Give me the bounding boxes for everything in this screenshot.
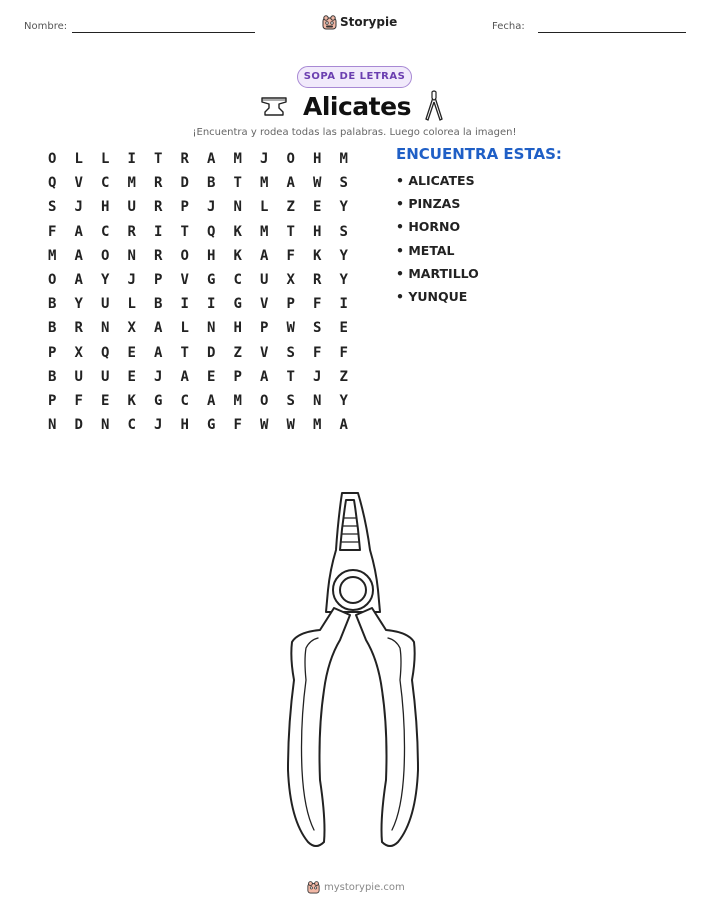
word-list-item: • HORNO bbox=[396, 219, 461, 235]
grid-letter[interactable]: N bbox=[127, 247, 136, 264]
grid-letter[interactable]: T bbox=[180, 344, 189, 361]
grid-letter[interactable]: P bbox=[48, 344, 57, 361]
grid-letter[interactable]: K bbox=[233, 223, 242, 240]
grid-letter[interactable]: M bbox=[48, 247, 57, 264]
instructions: ¡Encuentra y rodea todas las palabras. Luego colorea la imagen! bbox=[192, 127, 517, 138]
name-line[interactable] bbox=[72, 32, 255, 33]
grid-letter[interactable]: X bbox=[127, 320, 136, 337]
grid-letter[interactable]: U bbox=[127, 199, 136, 216]
grid-row bbox=[48, 268, 366, 292]
grid-letter[interactable]: P bbox=[286, 296, 295, 313]
grid-letter[interactable]: O bbox=[180, 247, 189, 264]
grid-letter[interactable]: F bbox=[286, 247, 295, 264]
grid-letter[interactable]: Y bbox=[339, 199, 348, 216]
grid-letter[interactable]: R bbox=[180, 151, 189, 168]
grid-letter[interactable]: Z bbox=[233, 344, 242, 361]
grid-letter[interactable]: S bbox=[313, 320, 322, 337]
date-label: Fecha: bbox=[492, 21, 525, 32]
grid-letter[interactable]: E bbox=[127, 368, 136, 385]
word-search-grid[interactable] bbox=[48, 147, 366, 437]
grid-letter[interactable]: I bbox=[127, 151, 136, 168]
grid-letter[interactable]: G bbox=[154, 392, 163, 409]
grid-letter[interactable]: I bbox=[180, 296, 189, 313]
tongs-icon bbox=[423, 90, 445, 122]
grid-letter[interactable]: G bbox=[233, 296, 242, 313]
grid-letter[interactable]: R bbox=[313, 272, 322, 289]
grid-letter[interactable]: M bbox=[260, 223, 269, 240]
word-list-item: • YUNQUE bbox=[396, 288, 468, 304]
grid-letter[interactable]: S bbox=[339, 223, 348, 240]
grid-letter[interactable]: N bbox=[101, 417, 110, 434]
grid-letter[interactable]: N bbox=[48, 417, 57, 434]
grid-letter[interactable]: L bbox=[74, 151, 83, 168]
grid-letter[interactable]: R bbox=[74, 320, 83, 337]
grid-letter[interactable]: S bbox=[339, 175, 348, 192]
grid-letter[interactable]: V bbox=[260, 344, 269, 361]
grid-letter[interactable]: N bbox=[313, 392, 322, 409]
grid-letter[interactable]: U bbox=[260, 272, 269, 289]
grid-letter[interactable]: F bbox=[313, 296, 322, 313]
word-list-title: ENCUENTRA ESTAS: bbox=[396, 145, 562, 163]
grid-letter[interactable]: Y bbox=[339, 392, 348, 409]
grid-row bbox=[48, 365, 366, 389]
word-list bbox=[396, 172, 479, 311]
grid-letter[interactable]: V bbox=[180, 272, 189, 289]
grid-letter[interactable]: M bbox=[313, 417, 322, 434]
grid-row bbox=[48, 244, 366, 268]
grid-letter[interactable]: X bbox=[74, 344, 83, 361]
word-list-item: • PINZAS bbox=[396, 196, 461, 212]
word-list-item: • ALICATES bbox=[396, 173, 475, 188]
grid-row bbox=[48, 341, 366, 365]
grid-letter[interactable]: K bbox=[233, 247, 242, 264]
grid-letter[interactable]: L bbox=[180, 320, 189, 337]
grid-letter[interactable]: S bbox=[286, 392, 295, 409]
grid-letter[interactable]: W bbox=[313, 175, 322, 192]
grid-letter[interactable]: F bbox=[339, 344, 348, 361]
grid-letter[interactable]: S bbox=[48, 199, 57, 216]
grid-letter[interactable]: U bbox=[101, 296, 110, 313]
grid-letter[interactable]: A bbox=[339, 417, 348, 434]
grid-letter[interactable]: M bbox=[260, 175, 269, 192]
grid-letter[interactable]: F bbox=[313, 344, 322, 361]
grid-letter[interactable]: W bbox=[286, 320, 295, 337]
grid-letter[interactable]: I bbox=[154, 223, 163, 240]
word-list-item: • METAL bbox=[396, 242, 455, 258]
grid-row bbox=[48, 147, 366, 171]
grid-letter[interactable]: Y bbox=[74, 296, 83, 313]
name-label: Nombre: bbox=[24, 21, 68, 32]
grid-letter[interactable]: F bbox=[48, 223, 57, 240]
grid-letter[interactable]: E bbox=[127, 344, 136, 361]
grid-letter[interactable]: P bbox=[154, 272, 163, 289]
grid-letter[interactable]: T bbox=[154, 151, 163, 168]
grid-letter[interactable]: L bbox=[101, 151, 110, 168]
grid-letter[interactable]: W bbox=[260, 417, 269, 434]
grid-letter[interactable]: R bbox=[154, 199, 163, 216]
grid-letter[interactable]: Q bbox=[48, 175, 57, 192]
grid-row bbox=[48, 292, 366, 316]
grid-letter[interactable]: G bbox=[207, 272, 216, 289]
grid-letter[interactable]: A bbox=[260, 247, 269, 264]
grid-row bbox=[48, 195, 366, 219]
grid-letter[interactable]: L bbox=[127, 296, 136, 313]
anvil-icon bbox=[259, 94, 289, 118]
grid-row bbox=[48, 220, 366, 244]
grid-letter[interactable]: G bbox=[207, 417, 216, 434]
grid-letter[interactable]: M bbox=[127, 175, 136, 192]
grid-letter[interactable]: A bbox=[207, 392, 216, 409]
grid-letter[interactable]: D bbox=[207, 344, 216, 361]
grid-letter[interactable]: C bbox=[101, 175, 110, 192]
grid-letter[interactable]: A bbox=[180, 368, 189, 385]
grid-letter[interactable]: F bbox=[233, 417, 242, 434]
grid-letter[interactable]: J bbox=[260, 151, 269, 168]
grid-letter[interactable]: R bbox=[127, 223, 136, 240]
date-line[interactable] bbox=[538, 32, 686, 33]
grid-letter[interactable]: P bbox=[260, 320, 269, 337]
grid-letter[interactable]: T bbox=[180, 223, 189, 240]
title-row bbox=[0, 90, 709, 126]
grid-letter[interactable]: J bbox=[207, 199, 216, 216]
grid-letter[interactable]: Y bbox=[339, 247, 348, 264]
grid-letter[interactable]: O bbox=[260, 392, 269, 409]
grid-letter[interactable]: P bbox=[180, 199, 189, 216]
grid-letter[interactable]: N bbox=[101, 320, 110, 337]
grid-letter[interactable]: J bbox=[74, 199, 83, 216]
storypie-logo-icon bbox=[322, 14, 337, 30]
grid-letter[interactable]: V bbox=[74, 175, 83, 192]
grid-letter[interactable]: A bbox=[154, 344, 163, 361]
grid-letter[interactable]: Y bbox=[101, 272, 110, 289]
grid-letter[interactable]: N bbox=[233, 199, 242, 216]
grid-letter[interactable]: S bbox=[286, 344, 295, 361]
grid-letter[interactable]: P bbox=[48, 392, 57, 409]
grid-letter[interactable]: A bbox=[74, 223, 83, 240]
grid-letter[interactable]: A bbox=[74, 247, 83, 264]
grid-letter[interactable]: D bbox=[74, 417, 83, 434]
grid-letter[interactable]: H bbox=[180, 417, 189, 434]
grid-letter[interactable]: X bbox=[286, 272, 295, 289]
grid-letter[interactable]: I bbox=[207, 296, 216, 313]
grid-letter[interactable]: A bbox=[154, 320, 163, 337]
grid-letter[interactable]: Q bbox=[101, 344, 110, 361]
grid-letter[interactable]: O bbox=[48, 272, 57, 289]
grid-letter[interactable]: H bbox=[233, 320, 242, 337]
grid-letter[interactable]: T bbox=[286, 368, 295, 385]
grid-letter[interactable]: R bbox=[154, 175, 163, 192]
grid-letter[interactable]: J bbox=[154, 417, 163, 434]
grid-letter[interactable]: J bbox=[313, 368, 322, 385]
grid-letter[interactable]: B bbox=[154, 296, 163, 313]
grid-letter[interactable]: T bbox=[286, 223, 295, 240]
grid-letter[interactable]: C bbox=[233, 272, 242, 289]
grid-letter[interactable]: H bbox=[207, 247, 216, 264]
grid-letter[interactable]: Q bbox=[207, 223, 216, 240]
grid-letter[interactable]: J bbox=[127, 272, 136, 289]
grid-letter[interactable]: A bbox=[207, 151, 216, 168]
word-list-item: • MARTILLO bbox=[396, 265, 479, 281]
grid-letter[interactable]: Z bbox=[286, 199, 295, 216]
grid-letter[interactable]: C bbox=[101, 223, 110, 240]
brand-name: Storypie bbox=[340, 15, 398, 29]
storypie-logo-icon bbox=[307, 880, 320, 894]
grid-letter[interactable]: O bbox=[101, 247, 110, 264]
grid-letter[interactable]: K bbox=[313, 247, 322, 264]
grid-letter[interactable]: M bbox=[339, 151, 348, 168]
grid-letter[interactable]: O bbox=[48, 151, 57, 168]
page-title: Alicates bbox=[303, 92, 411, 121]
grid-letter[interactable]: W bbox=[286, 417, 295, 434]
grid-letter[interactable]: H bbox=[313, 223, 322, 240]
grid-row bbox=[48, 316, 366, 340]
grid-letter[interactable]: D bbox=[180, 175, 189, 192]
grid-letter[interactable]: V bbox=[260, 296, 269, 313]
grid-letter[interactable]: M bbox=[233, 392, 242, 409]
grid-letter[interactable]: Z bbox=[339, 368, 348, 385]
grid-letter[interactable]: R bbox=[154, 247, 163, 264]
grid-row bbox=[48, 413, 366, 437]
grid-letter[interactable]: E bbox=[101, 392, 110, 409]
pliers-illustration bbox=[280, 490, 426, 852]
grid-letter[interactable]: M bbox=[233, 151, 242, 168]
grid-letter[interactable]: F bbox=[74, 392, 83, 409]
grid-letter[interactable]: P bbox=[233, 368, 242, 385]
footer bbox=[307, 880, 405, 894]
grid-letter[interactable]: A bbox=[260, 368, 269, 385]
grid-letter[interactable]: C bbox=[180, 392, 189, 409]
grid-letter[interactable]: B bbox=[207, 175, 216, 192]
brand-logo bbox=[322, 14, 397, 30]
grid-letter[interactable]: E bbox=[313, 199, 322, 216]
grid-letter[interactable]: A bbox=[286, 175, 295, 192]
activity-badge: SOPA DE LETRAS bbox=[297, 66, 412, 88]
grid-letter[interactable]: L bbox=[260, 199, 269, 216]
grid-letter[interactable]: E bbox=[339, 320, 348, 337]
grid-letter[interactable]: H bbox=[101, 199, 110, 216]
grid-letter[interactable]: C bbox=[127, 417, 136, 434]
grid-letter[interactable]: T bbox=[233, 175, 242, 192]
grid-letter[interactable]: K bbox=[127, 392, 136, 409]
grid-letter[interactable]: I bbox=[339, 296, 348, 313]
grid-letter[interactable]: B bbox=[48, 296, 57, 313]
grid-letter[interactable]: U bbox=[101, 368, 110, 385]
grid-letter[interactable]: N bbox=[207, 320, 216, 337]
grid-letter[interactable]: O bbox=[286, 151, 295, 168]
grid-letter[interactable]: E bbox=[207, 368, 216, 385]
grid-letter[interactable]: H bbox=[313, 151, 322, 168]
grid-row bbox=[48, 389, 366, 413]
grid-row bbox=[48, 171, 366, 195]
grid-letter[interactable]: U bbox=[74, 368, 83, 385]
grid-letter[interactable]: B bbox=[48, 320, 57, 337]
grid-letter[interactable]: J bbox=[154, 368, 163, 385]
grid-letter[interactable]: Y bbox=[339, 272, 348, 289]
grid-letter[interactable]: A bbox=[74, 272, 83, 289]
footer-url[interactable]: mystorypie.com bbox=[324, 881, 405, 893]
grid-letter[interactable]: B bbox=[48, 368, 57, 385]
